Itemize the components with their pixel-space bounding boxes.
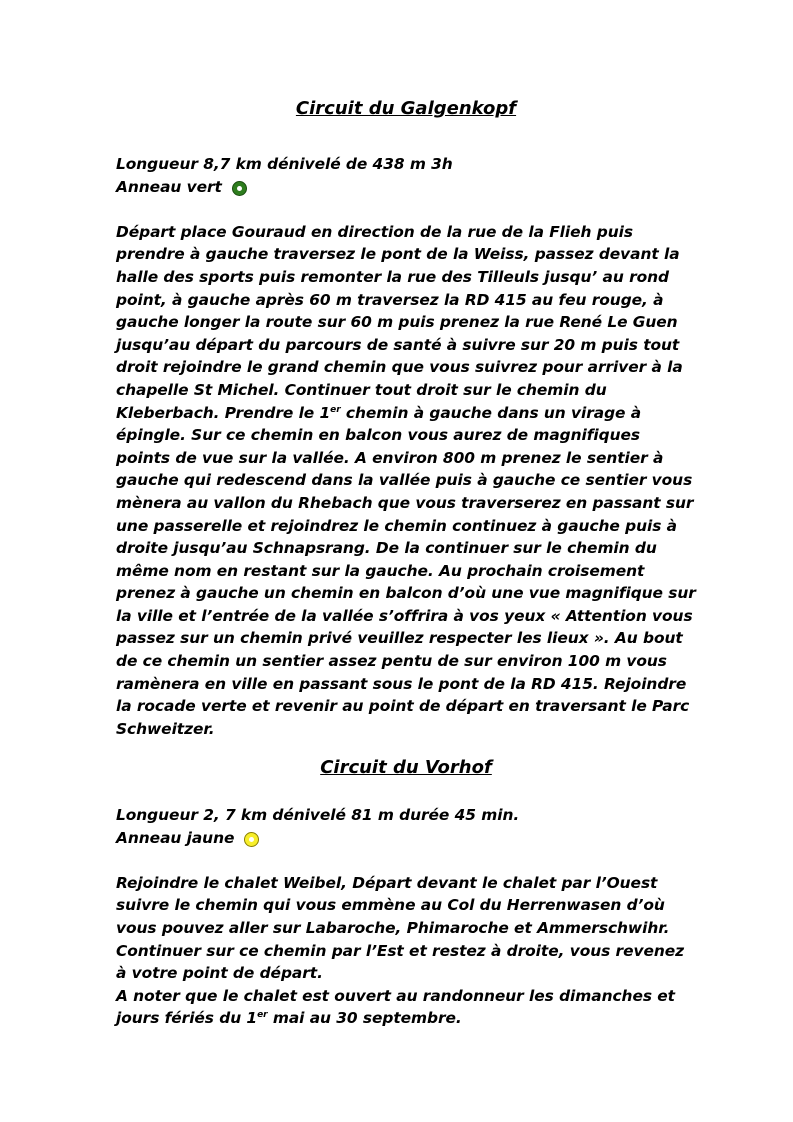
- circuit-galgenkopf-section: [116, 97, 696, 740]
- circuit-vorhof-title: Circuit du Vorhof: [320, 757, 492, 778]
- yellow-ring-icon: [244, 832, 259, 847]
- circuit-vorhof-length: Longueur 2, 7 km dénivelé 81 m durée 45 min.: [116, 806, 520, 824]
- circuit-galgenkopf-ring-line: [116, 176, 696, 199]
- green-ring-icon: [232, 181, 247, 196]
- circuit-vorhof-note-part2: mai au 30 septembre.: [267, 1009, 462, 1028]
- circuit-vorhof-ring-line: [116, 827, 696, 850]
- circuit-vorhof-note: [116, 985, 696, 1030]
- circuit-vorhof-note-sup: er: [257, 1010, 268, 1021]
- circuit-galgenkopf-desc-part2: chemin à gauche dans un virage à épingle. Sur ce chemin en balcon vous aurez de magnifiques points de vue sur la vallée. A environ 800 m prenez le sentier à gauche qui redescend dans la vallée puis à gauche ce sentier vous mènera au vallon du Rhebach que vous traverserez en passant sur une passerelle et rejoindrez le chemin continuez à gauche puis à droite jusqu’au Schnapsrang. De la continuer sur le chemin du même nom en restant sur la gauche. Au prochain croisement prenez à gauche un chemin en balcon d’où une vue magnifique sur la ville et l’entrée de la vallée s’offrira à vos yeux « Attention vous passez sur un chemin privé veuillez respecter les lieux ». Au bout de ce chemin un sentier assez pentu de sur environ 100 m vous ramènera en ville en passant sous le pont de la RD 415. Rejoindre la rocade verte et revenir au point de départ en traversant le Parc Schweitzer.: [116, 403, 696, 738]
- circuit-galgenkopf-ring-label: Anneau vert: [116, 177, 222, 196]
- circuit-vorhof-section: [116, 756, 696, 1030]
- circuit-galgenkopf-length: Longueur 8,7 km dénivelé de 438 m 3h: [116, 155, 453, 173]
- circuit-vorhof-ring-label: Anneau jaune: [116, 828, 235, 847]
- circuit-vorhof-note-part1: A noter que le chalet est ouvert au randonneur les dimanches et jours fériés du 1: [116, 986, 675, 1028]
- circuit-galgenkopf-desc-part1: Départ place Gouraud en direction de la rue de la Flieh puis prendre à gauche traversez le pont de la Weiss, passez devant la halle des sports puis remonter la rue des Tilleuls jusqu’ au rond point, à gauche après 60 m traversez la RD 415 au feu rouge, à gauche longer la route sur 60 m puis prenez la rue René Le Guen jusqu’au départ du parcours de santé à suivre sur 20 m puis tout droit rejoindre le grand chemin que vous suivrez pour arriver à la chapelle St Michel. Continuer tout droit sur le chemin du Kleberbach. Prendre le 1: [116, 222, 683, 422]
- circuit-galgenkopf-description: [116, 221, 696, 741]
- circuit-galgenkopf-title: Circuit du Galgenkopf: [295, 98, 517, 119]
- circuit-galgenkopf-desc-sup: er: [330, 404, 341, 415]
- circuit-vorhof-description: Rejoindre le chalet Weibel, Départ devant le chalet par l’Ouest suivre le chemin qui vous emmène au Col du Herrenwasen d’où vous pouvez aller sur Labaroche, Phimaroche et Ammerschwihr. Continuer sur ce chemin par l’Est et restez à droite, vous revenez à votre point de départ.: [116, 873, 685, 983]
